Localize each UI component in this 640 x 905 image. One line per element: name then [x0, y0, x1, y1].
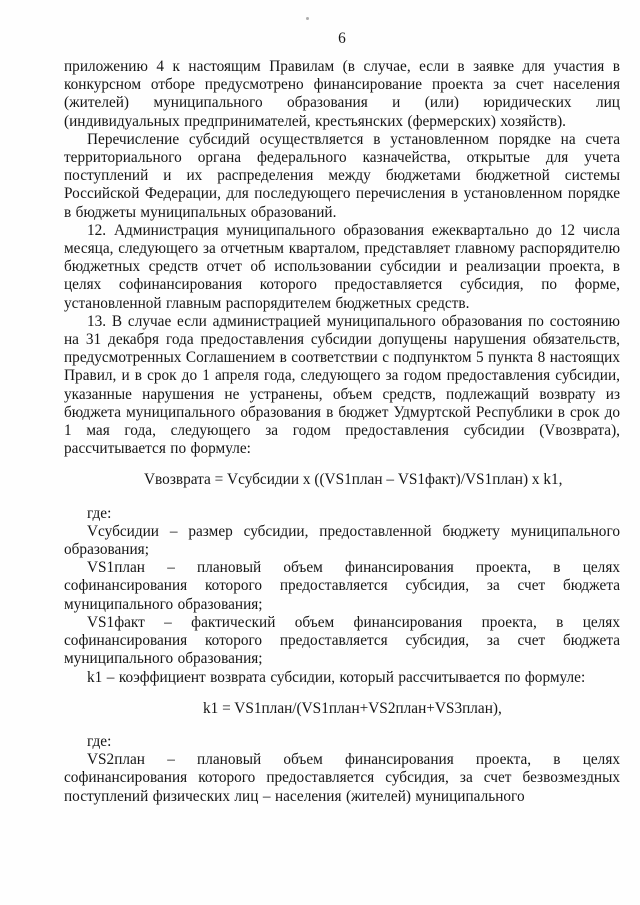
page-number: 6: [338, 30, 346, 47]
where-label-2: где:: [87, 732, 112, 750]
paragraph-intro-continuation: приложению 4 к настоящим Правилам (в случае, если в заявке для участия в конкурсном отборе предусмотрено финансирование проекта за счет населения (жителей) муниципального образования и (или) юридических лиц (индивидуальных предпринимателей, крестьянских (фермерских) хозяйств).: [64, 58, 620, 130]
formula-v-return: Vвозврата = Vсубсидии x ((VS1план – VS1факт)/VS1план) x k1,: [144, 471, 563, 489]
where-label-1: где:: [87, 504, 112, 522]
definition-vs2-plan: VS2план – плановый объем финансирования проекта, в целях софинансирования которого предоставляется субсидия, за счет безвозмездных поступлений физических лиц – населения (жителей) муниципального: [64, 751, 620, 805]
document-body: [64, 58, 620, 806]
paragraph-subsidy-transfer: Перечисление субсидий осуществляется в установленном порядке на счета территориального органа федерального казначейства, открытые для учета поступлений и их распределения между бюджетами бюджетной системы Российской Федерации, для последующего перечисления в установленном порядке в бюджеты муниципальных образований.: [64, 130, 620, 221]
paragraph-item-13: 13. В случае если администрацией муниципального образования по состоянию на 31 декабря года предоставления субсидии допущены нарушения обязательств, предусмотренных Соглашением в соответствии с подпунктом 5 пункта 8 настоящих Правил, и в срок до 1 апреля года, следующего за годом предоставления субсидии, указанные нарушения не устранены, объем средств, подлежащий возврату из бюджета муниципального образования в бюджет Удмуртской Республики в срок до 1 мая года, следующего за годом предоставления субсидии (Vвозврата), рассчитывается по формуле:: [64, 312, 620, 458]
definition-k1: k1 – коэффициент возврата субсидии, который рассчитывается по формуле:: [87, 668, 586, 686]
definition-vs1-fact: VS1факт – фактический объем финансирования проекта, в целях софинансирования которого предоставляется субсидия, за счет бюджета муниципального образования;: [64, 613, 620, 668]
definition-v-subsidy: Vсубсидии – размер субсидии, предоставленной бюджету муниципального образования;: [64, 522, 620, 559]
formula-k1: k1 = VS1план/(VS1план+VS2план+VS3план),: [203, 699, 502, 717]
paragraph-item-12: 12. Администрация муниципального образования ежеквартально до 12 числа месяца, следующего за отчетным кварталом, представляет главному распорядителю бюджетных средств отчет об использовании субсидии и реализации проекта, в целях софинансирования которого предоставляется субсидия, по форме, установленной главным распорядителем бюджетных средств.: [64, 221, 620, 312]
scan-artifact-dot: [306, 17, 309, 20]
definition-vs1-plan: VS1план – плановый объем финансирования проекта, в целях софинансирования которого предоставляется субсидия, за счет бюджета муниципального образования;: [64, 559, 620, 613]
